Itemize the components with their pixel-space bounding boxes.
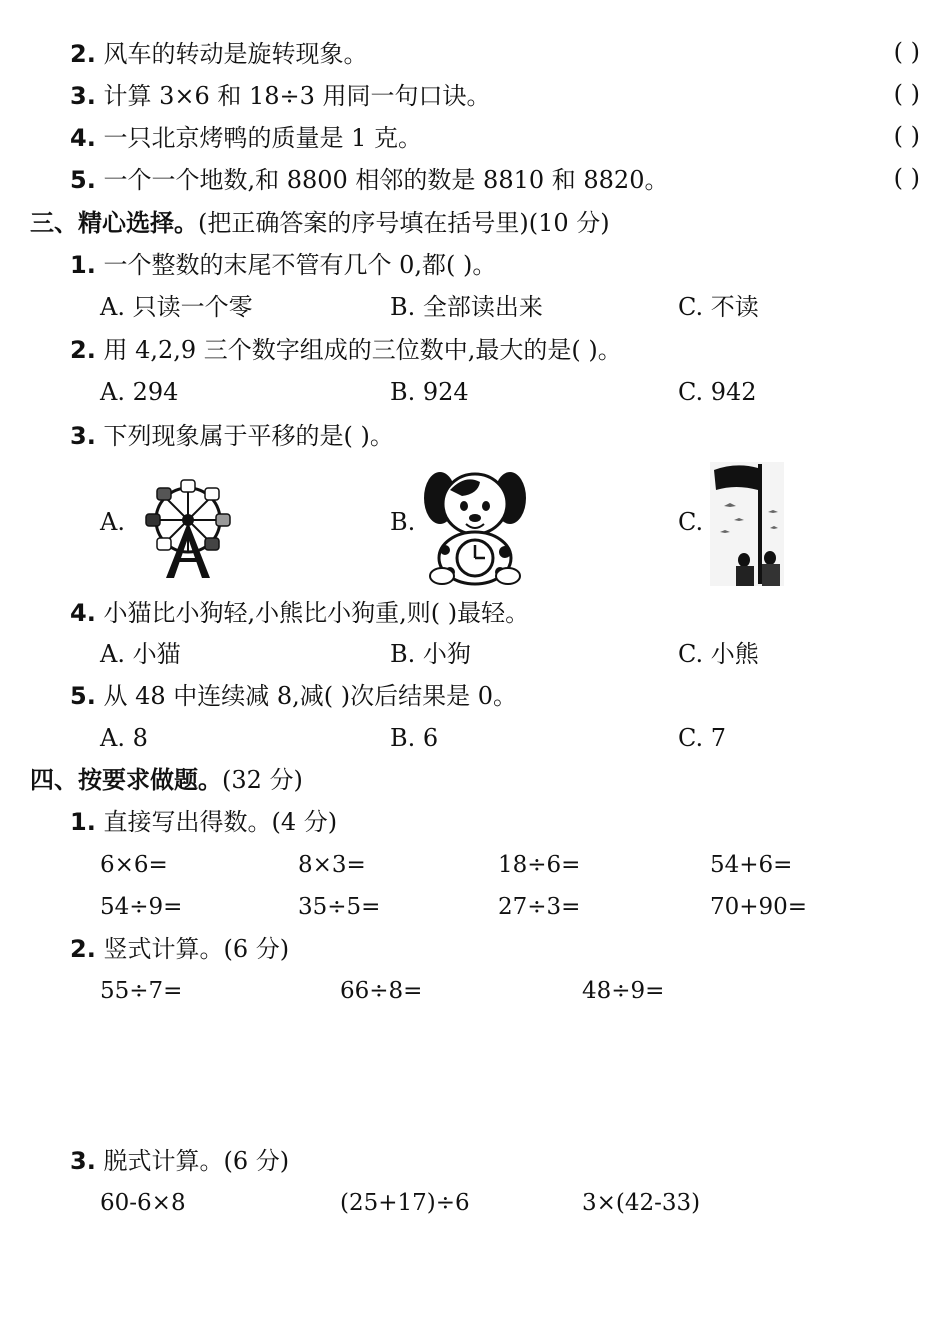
judge-q2 bbox=[70, 38, 367, 70]
section-4-heading bbox=[30, 764, 303, 796]
calc-item: 60-6×8 bbox=[100, 1190, 186, 1216]
option-b: B. 924 bbox=[390, 378, 469, 406]
option-c: C. 942 bbox=[678, 378, 757, 406]
option-b: B. 小狗 bbox=[390, 640, 471, 668]
question-number: 1. bbox=[70, 808, 96, 836]
option-c: C. 7 bbox=[678, 724, 727, 752]
question-number: 5. bbox=[70, 682, 96, 710]
choice-q5 bbox=[70, 680, 517, 712]
question-number: 2. bbox=[70, 336, 96, 364]
task-q2 bbox=[70, 933, 289, 965]
question-number: 4. bbox=[70, 599, 96, 627]
question-text: 风车的转动是旋转现象。 bbox=[103, 40, 368, 68]
calc-item: 8×3= bbox=[298, 852, 366, 878]
option-a: A. 8 bbox=[100, 724, 148, 752]
calc-item: 54÷9= bbox=[100, 894, 183, 920]
option-a: A. 小猫 bbox=[100, 640, 181, 668]
task-q3 bbox=[70, 1145, 289, 1177]
judge-q3 bbox=[70, 80, 491, 112]
calc-item: 48÷9= bbox=[582, 978, 665, 1004]
calc-item: 55÷7= bbox=[100, 978, 183, 1004]
calc-item: 54+6= bbox=[710, 852, 793, 878]
choice-q1 bbox=[70, 249, 496, 281]
answer-paren: ( ) bbox=[893, 38, 920, 66]
option-c: C. bbox=[678, 508, 704, 536]
option-b: B. 6 bbox=[390, 724, 439, 752]
question-text: 脱式计算。(6 分) bbox=[103, 1147, 290, 1175]
task-q1 bbox=[70, 806, 337, 838]
option-c: C. 小熊 bbox=[678, 640, 759, 668]
choice-q4 bbox=[70, 597, 529, 629]
question-text: 计算 3×6 和 18÷3 用同一句口诀。 bbox=[103, 82, 491, 110]
question-number: 2. bbox=[70, 40, 96, 68]
question-text: 下列现象属于平移的是( )。 bbox=[103, 422, 394, 450]
option-b: B. 全部读出来 bbox=[390, 293, 543, 321]
option-b: B. bbox=[390, 508, 416, 536]
ferris-wheel-image bbox=[140, 472, 240, 582]
section-note: (把正确答案的序号填在括号里)(10 分) bbox=[198, 209, 610, 237]
question-text: 直接写出得数。(4 分) bbox=[103, 808, 338, 836]
question-text: 小猫比小狗轻,小熊比小狗重,则( )最轻。 bbox=[103, 599, 530, 627]
question-text: 竖式计算。(6 分) bbox=[103, 935, 290, 963]
calc-item: 35÷5= bbox=[298, 894, 381, 920]
question-number: 1. bbox=[70, 251, 96, 279]
option-a: A. 294 bbox=[100, 378, 179, 406]
judge-q5 bbox=[70, 164, 668, 196]
option-a: A. bbox=[100, 508, 125, 536]
dog-clock-image bbox=[420, 468, 530, 586]
question-number: 2. bbox=[70, 935, 96, 963]
option-a: A. 只读一个零 bbox=[100, 293, 253, 321]
section-3-heading bbox=[30, 207, 610, 239]
calc-item: 18÷6= bbox=[498, 852, 581, 878]
question-number: 3. bbox=[70, 1147, 96, 1175]
question-text: 一个整数的末尾不管有几个 0,都( )。 bbox=[103, 251, 497, 279]
calc-item: (25+17)÷6 bbox=[340, 1190, 470, 1216]
question-text: 一只北京烤鸭的质量是 1 克。 bbox=[103, 124, 422, 152]
answer-paren: ( ) bbox=[893, 164, 920, 192]
answer-paren: ( ) bbox=[893, 122, 920, 150]
answer-paren: ( ) bbox=[893, 80, 920, 108]
choice-q2 bbox=[70, 334, 622, 366]
section-title: 四、按要求做题。 bbox=[30, 766, 222, 794]
question-number: 4. bbox=[70, 124, 96, 152]
calc-item: 27÷3= bbox=[498, 894, 581, 920]
option-c: C. 不读 bbox=[678, 293, 759, 321]
question-number: 3. bbox=[70, 422, 96, 450]
calc-item: 3×(42-33) bbox=[582, 1190, 701, 1216]
calc-item: 66÷8= bbox=[340, 978, 423, 1004]
question-text: 一个一个地数,和 8800 相邻的数是 8810 和 8820。 bbox=[103, 166, 669, 194]
calc-item: 6×6= bbox=[100, 852, 168, 878]
section-score: (32 分) bbox=[222, 766, 303, 794]
calc-item: 70+90= bbox=[710, 894, 808, 920]
question-text: 用 4,2,9 三个数字组成的三位数中,最大的是( )。 bbox=[103, 336, 622, 364]
flag-raising-image bbox=[710, 462, 784, 586]
section-title: 三、精心选择。 bbox=[30, 209, 198, 237]
question-number: 3. bbox=[70, 82, 96, 110]
question-number: 5. bbox=[70, 166, 96, 194]
choice-q3 bbox=[70, 420, 394, 452]
judge-q4 bbox=[70, 122, 422, 154]
question-text: 从 48 中连续减 8,减( )次后结果是 0。 bbox=[103, 682, 518, 710]
